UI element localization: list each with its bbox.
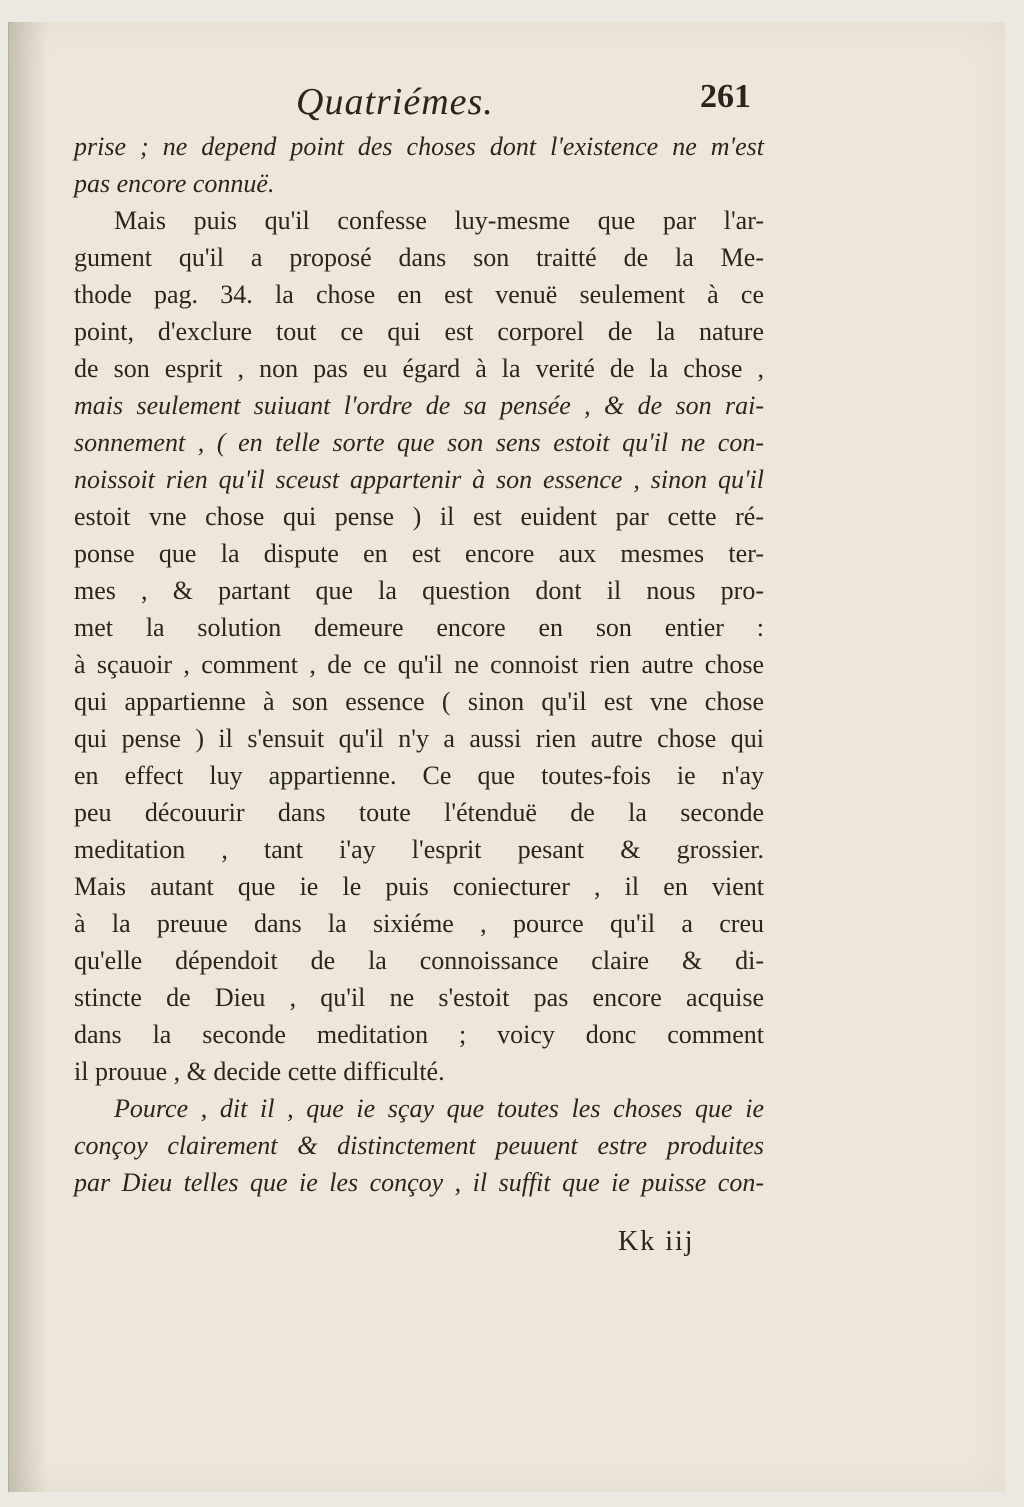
text-line: en effect luy appartienne. Ce que toutes-fois ie n'ay bbox=[74, 761, 764, 790]
running-head bbox=[0, 70, 1024, 130]
text-line: dans la seconde meditation ; voicy donc comment bbox=[74, 1020, 764, 1049]
text-line: meditation , tant i'ay l'esprit pesant & grossier. bbox=[74, 835, 764, 864]
facing-page-bleed-through bbox=[0, 130, 22, 1230]
text-line: Mais puis qu'il confesse luy-mesme que par l'ar- bbox=[114, 206, 764, 235]
text-line: Pource , dit il , que ie sçay que toutes les choses que ie bbox=[114, 1094, 764, 1123]
text-line: mes , & partant que la question dont il nous pro- bbox=[74, 576, 764, 605]
text-line: par Dieu telles que ie les conçoy , il suffit que ie puisse con- bbox=[74, 1168, 764, 1197]
text-line: point, d'exclure tout ce qui est corporel de la nature bbox=[74, 317, 764, 346]
text-line: noissoit rien qu'il sceust appartenir à son essence , sinon qu'il bbox=[74, 465, 764, 494]
text-line: sonnement , ( en telle sorte que son sens estoit qu'il ne con- bbox=[74, 428, 764, 457]
running-title: Quatriémes. bbox=[296, 81, 494, 123]
text-line: qui appartienne à son essence ( sinon qu'il est vne chose bbox=[74, 687, 764, 716]
text-line: prise ; ne depend point des choses dont l'existence ne m'est bbox=[74, 132, 764, 161]
text-line: qui pense ) il s'ensuit qu'il n'y a aussi rien autre chose qui bbox=[74, 724, 764, 753]
text-line: pas encore connuë. bbox=[74, 169, 275, 198]
text-line: gument qu'il a proposé dans son traitté de la Me- bbox=[74, 243, 764, 272]
text-line: Mais autant que ie le puis coniecturer , il en vient bbox=[74, 872, 764, 901]
body-text bbox=[74, 128, 764, 1201]
text-line: met la solution demeure encore en son entier : bbox=[74, 613, 764, 642]
text-line: mais seulement suiuant l'ordre de sa pensée , & de son rai- bbox=[74, 391, 764, 420]
text-line: de son esprit , non pas eu égard à la verité de la chose , bbox=[74, 354, 764, 383]
text-line: estoit vne chose qui pense ) il est euident par cette ré- bbox=[74, 502, 764, 531]
text-line: conçoy clairement & distinctement peuuent estre produites bbox=[74, 1131, 764, 1160]
text-line: qu'elle dépendoit de la connoissance claire & di- bbox=[74, 946, 764, 975]
text-line: à la preuue dans la sixiéme , pource qu'il a creu bbox=[74, 909, 764, 938]
text-line: thode pag. 34. la chose en est venuë seulement à ce bbox=[74, 280, 764, 309]
text-line: à sçauoir , comment , de ce qu'il ne connoist rien autre chose bbox=[74, 650, 764, 679]
signature-mark: Kk iij bbox=[618, 1226, 695, 1257]
page-number: 261 bbox=[700, 78, 751, 115]
text-line: il prouue , & decide cette difficulté. bbox=[74, 1057, 445, 1086]
text-line: ponse que la dispute en est encore aux mesmes ter- bbox=[74, 539, 764, 568]
text-line: peu découurir dans toute l'étenduë de la seconde bbox=[74, 798, 764, 827]
text-line: stincte de Dieu , qu'il ne s'estoit pas encore acquise bbox=[74, 983, 764, 1012]
